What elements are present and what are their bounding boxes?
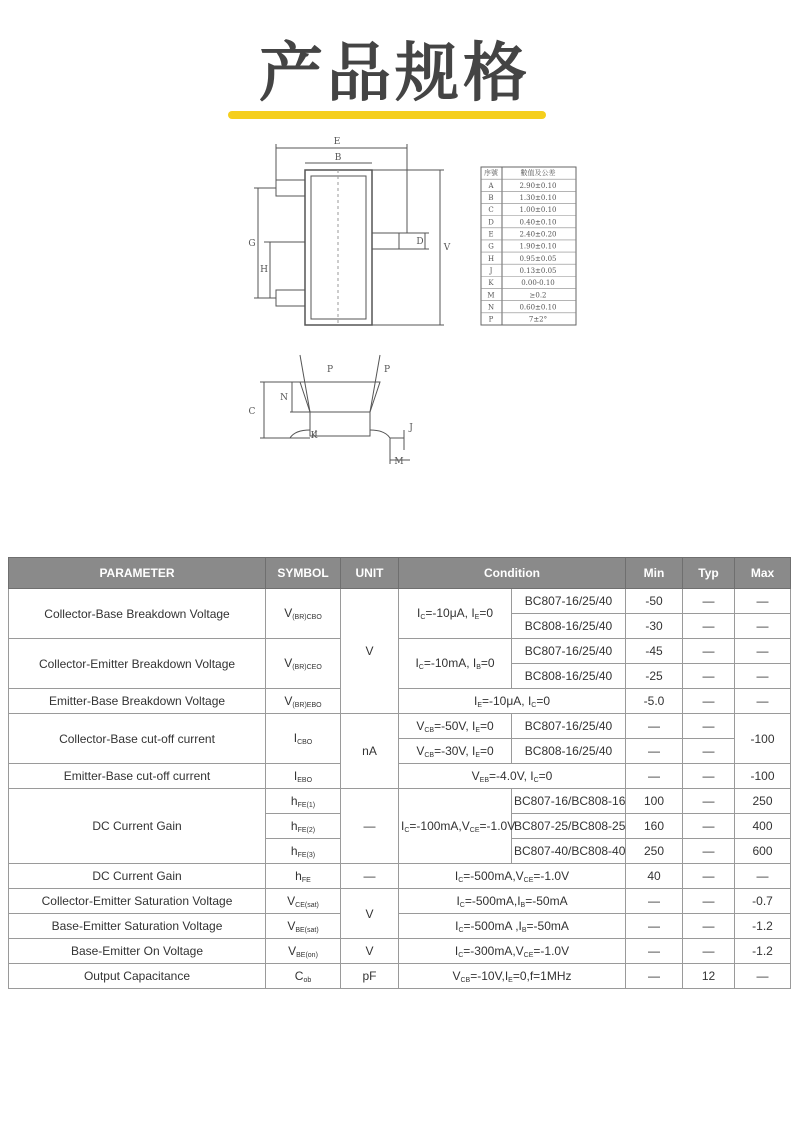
typ-cell: — [683, 714, 735, 739]
dim-label-c: C [248, 407, 256, 417]
dim-label-g: G [248, 239, 256, 249]
table-row [9, 864, 791, 889]
typ-cell: — [683, 689, 735, 714]
condition-cell: $I_C=-500mA,V_{CE}=-1.0V$ [399, 864, 626, 889]
typ-cell: — [683, 739, 735, 764]
device-cell: BC808-16/25/40 [512, 739, 626, 764]
typ-cell: — [683, 839, 735, 864]
symbol-cell: $V_{BE(sat)}$ [266, 914, 341, 939]
min-cell: — [626, 914, 683, 939]
header-symbol: SYMBOL [266, 558, 341, 589]
typ-cell: — [683, 914, 735, 939]
header-typ: Typ [683, 558, 735, 589]
param-cell: Emitter-Base cut-off current [9, 764, 266, 789]
typ-cell: — [683, 939, 735, 964]
device-cell: BC807-16/25/40 [512, 714, 626, 739]
param-cell: Collector-Base Breakdown Voltage [9, 589, 266, 639]
condition-cell: $I_C=-500mA,I_B=-50mA$ [399, 889, 626, 914]
package-outline-drawing [0, 130, 790, 480]
typ-cell: 12 [683, 964, 735, 989]
min-cell: — [626, 714, 683, 739]
dim-table-value: 2.40±0.20 [519, 230, 557, 239]
min-cell: 100 [626, 789, 683, 814]
dim-table-symbol: C [488, 206, 494, 215]
symbol-cell: $h_{FE}$ [266, 864, 341, 889]
param-cell: Collector-Base cut-off current [9, 714, 266, 764]
condition-cell: $I_C=-10mA$, $I_B=0$ [399, 639, 512, 689]
dim-table-value: 2.90±0.10 [519, 181, 557, 190]
unit-cell: pF [341, 964, 399, 989]
dim-table-symbol: B [488, 194, 494, 203]
condition-cell: $I_C=-300mA,V_{CE}=-1.0V$ [399, 939, 626, 964]
dim-table-symbol: G [488, 242, 494, 251]
param-cell: Collector-Emitter Saturation Voltage [9, 889, 266, 914]
param-cell: Output Capacitance [9, 964, 266, 989]
condition-cell: $I_C=-100mA,V_{CE}=-1.0V$ [399, 789, 512, 864]
table-row [9, 939, 791, 964]
dim-label-n: N [280, 393, 288, 403]
header-min: Min [626, 558, 683, 589]
param-cell: Base-Emitter Saturation Voltage [9, 914, 266, 939]
top-view-labels [248, 137, 450, 275]
dim-label-m: M [394, 457, 404, 467]
table-row [9, 889, 791, 914]
unit-cell: V [341, 939, 399, 964]
max-cell: — [735, 964, 791, 989]
header-parameter: PARAMETER [9, 558, 266, 589]
condition-cell: $I_C=-10\mu A$, $I_E=0$ [399, 589, 512, 639]
header-max: Max [735, 558, 791, 589]
dim-table-value: 1.30±0.10 [519, 194, 557, 203]
symbol-cell: $V_{BE(on)}$ [266, 939, 341, 964]
dim-table-symbol: A [488, 181, 494, 190]
symbol-cell: $C_{ob}$ [266, 964, 341, 989]
table-row [9, 689, 791, 714]
symbol-cell: $h_{FE(3)}$ [266, 839, 341, 864]
device-cell: BC808-16/25/40 [512, 614, 626, 639]
dim-table-value: 7±2° [528, 315, 548, 324]
unit-cell: — [341, 864, 399, 889]
typ-cell: — [683, 589, 735, 614]
typ-cell: — [683, 814, 735, 839]
symbol-cell: $h_{FE(2)}$ [266, 814, 341, 839]
dim-table-symbol: M [487, 291, 495, 300]
typ-cell: — [683, 789, 735, 814]
typ-cell: — [683, 764, 735, 789]
max-cell: -100 [735, 714, 791, 764]
min-cell: -25 [626, 664, 683, 689]
title-underline [228, 111, 546, 119]
dim-table-header-value: 數值及公差 [520, 169, 556, 177]
param-cell: Emitter-Base Breakdown Voltage [9, 689, 266, 714]
min-cell: -5.0 [626, 689, 683, 714]
min-cell: — [626, 764, 683, 789]
condition-cell: $V_{CB}=-10V,I_E=0,f=1MHz$ [399, 964, 626, 989]
max-cell: — [735, 614, 791, 639]
max-cell: — [735, 589, 791, 614]
unit-cell: V [341, 589, 399, 714]
header-unit: UNIT [341, 558, 399, 589]
unit-cell: — [341, 789, 399, 864]
min-cell: -45 [626, 639, 683, 664]
param-cell: Base-Emitter On Voltage [9, 939, 266, 964]
min-cell: 250 [626, 839, 683, 864]
min-cell: -30 [626, 614, 683, 639]
dim-table-value: 0.13±0.05 [519, 266, 557, 275]
min-cell: -50 [626, 589, 683, 614]
dim-table-symbol: P [488, 315, 494, 324]
typ-cell: — [683, 639, 735, 664]
symbol-cell: $V_{(BR)CEO}$ [266, 639, 341, 689]
typ-cell: — [683, 864, 735, 889]
min-cell: — [626, 939, 683, 964]
typ-cell: — [683, 889, 735, 914]
device-cell: BC807-16/BC808-16 [512, 789, 626, 814]
max-cell: 250 [735, 789, 791, 814]
condition-cell: $I_C=-500mA$ $,I_B=-50mA$ [399, 914, 626, 939]
param-cell: DC Current Gain [9, 789, 266, 864]
device-cell: BC808-16/25/40 [512, 664, 626, 689]
dim-label-b: B [334, 153, 342, 163]
device-cell: BC807-16/25/40 [512, 639, 626, 664]
condition-cell: $V_{CB}=-50V$, $I_E=0$ [399, 714, 512, 739]
max-cell: -1.2 [735, 939, 791, 964]
table-row [9, 764, 791, 789]
max-cell: 600 [735, 839, 791, 864]
typ-cell: — [683, 614, 735, 639]
dim-table-symbol: N [487, 303, 495, 312]
dim-table-value: 0.95±0.05 [519, 254, 557, 263]
table-row [9, 714, 791, 739]
symbol-cell: $h_{FE(1)}$ [266, 789, 341, 814]
symbol-cell: $I_{CBO}$ [266, 714, 341, 764]
side-view-labels [249, 365, 414, 467]
symbol-cell: $V_{(BR)EBO}$ [266, 689, 341, 714]
dim-table-value: ≥0.2 [529, 291, 547, 300]
max-cell: -0.7 [735, 889, 791, 914]
symbol-cell: $V_{(BR)CBO}$ [266, 589, 341, 639]
dim-table-value: 1.00±0.10 [519, 206, 557, 215]
dim-table-symbol: E [488, 230, 494, 239]
symbol-cell: $V_{CE(sat)}$ [266, 889, 341, 914]
dim-table-symbol: K [488, 279, 494, 288]
dim-table-value: 0.40±0.10 [519, 218, 557, 227]
max-cell: — [735, 689, 791, 714]
typ-cell: — [683, 664, 735, 689]
table-row [9, 914, 791, 939]
table-row [9, 789, 791, 814]
dim-table-symbol: J [489, 266, 493, 275]
dim-table-symbol: H [487, 254, 495, 263]
condition-cell: $V_{CB}=-30V$, $I_E=0$ [399, 739, 512, 764]
min-cell: — [626, 964, 683, 989]
spec-table-header [9, 558, 791, 589]
min-cell: — [626, 889, 683, 914]
dim-label-p-right: P [383, 365, 391, 375]
unit-cell: V [341, 889, 399, 939]
min-cell: 40 [626, 864, 683, 889]
table-row [9, 964, 791, 989]
dim-table-value: 0.00-0.10 [521, 279, 555, 288]
max-cell: -1.2 [735, 914, 791, 939]
max-cell: — [735, 864, 791, 889]
max-cell: — [735, 664, 791, 689]
max-cell: 400 [735, 814, 791, 839]
table-row [9, 589, 791, 614]
dim-label-k: K [310, 431, 318, 441]
dim-table-value: 1.90±0.10 [519, 242, 557, 251]
dim-label-p-left: P [326, 365, 334, 375]
dim-label-e: E [333, 137, 341, 147]
device-cell: BC807-40/BC808-40 [512, 839, 626, 864]
dim-label-h: H [260, 265, 268, 275]
dim-label-v: V [443, 243, 451, 253]
device-cell: BC807-16/25/40 [512, 589, 626, 614]
top-view [254, 144, 444, 325]
param-cell: DC Current Gain [9, 864, 266, 889]
header-condition: Condition [399, 558, 626, 589]
condition-cell: $I_E=-10\mu A$, $I_C=0$ [399, 689, 626, 714]
param-cell: Collector-Emitter Breakdown Voltage [9, 639, 266, 689]
dim-label-d: D [416, 237, 424, 247]
dim-table-header-no: 序號 [484, 169, 498, 177]
dim-label-j: J [409, 423, 413, 433]
dimension-table [481, 167, 576, 325]
dim-table-symbol: D [488, 218, 494, 227]
device-cell: BC807-25/BC808-25 [512, 814, 626, 839]
condition-cell: $V_{EB}=-4.0V$, $I_C=0$ [399, 764, 626, 789]
max-cell: — [735, 639, 791, 664]
max-cell: -100 [735, 764, 791, 789]
unit-cell: nA [341, 714, 399, 789]
table-row [9, 639, 791, 664]
symbol-cell: $I_{EBO}$ [266, 764, 341, 789]
spec-table [8, 557, 791, 989]
dim-table-value: 0.60±0.10 [519, 303, 557, 312]
min-cell: — [626, 739, 683, 764]
page-title: 产品规格 [259, 37, 531, 111]
min-cell: 160 [626, 814, 683, 839]
